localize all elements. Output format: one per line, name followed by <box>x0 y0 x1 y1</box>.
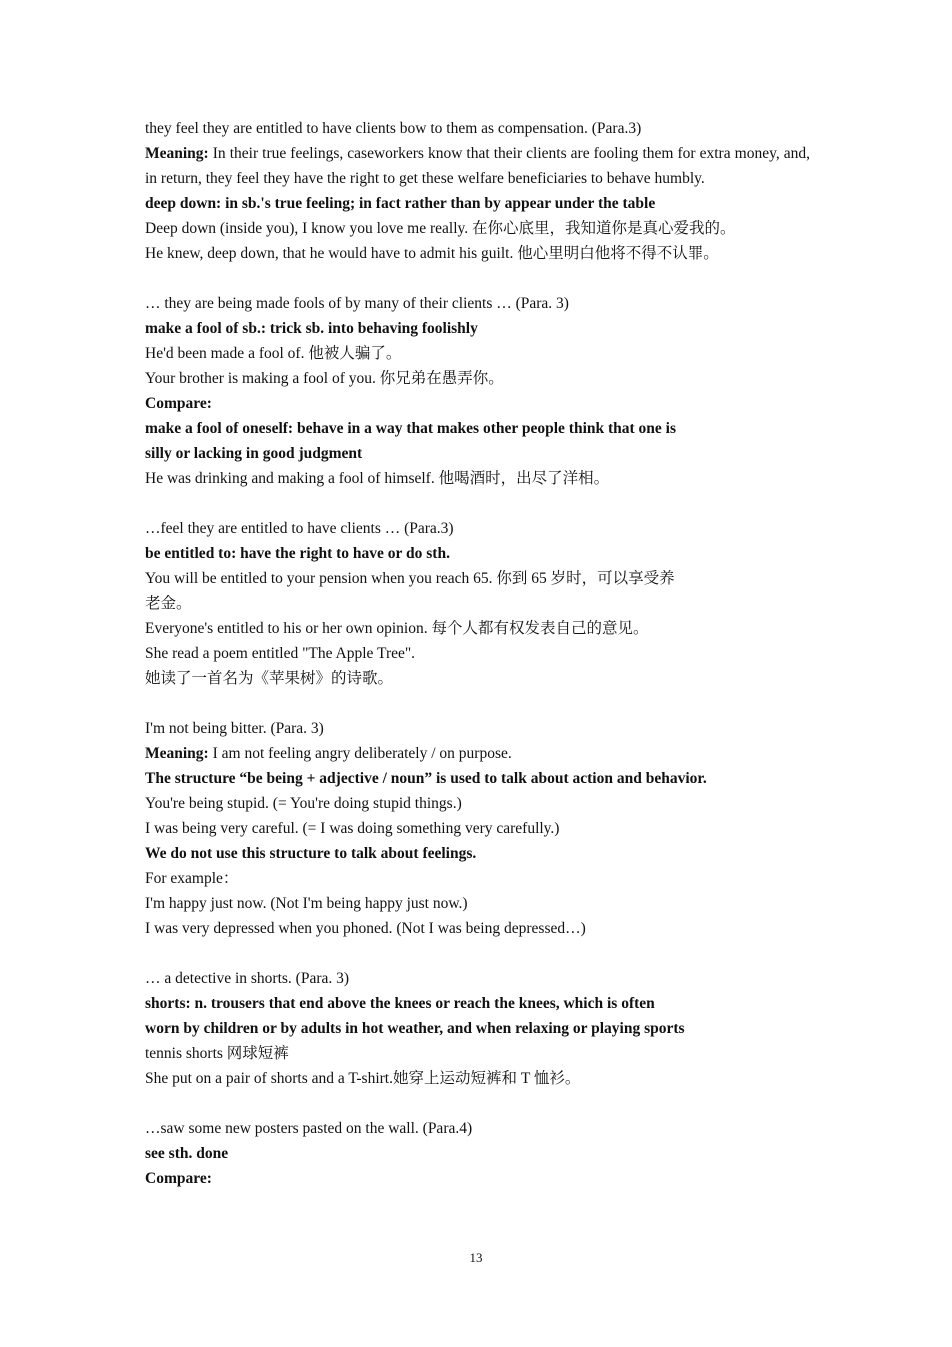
example-sentence: I was very depressed when you phoned. (Not I was being depressed…) <box>145 920 586 937</box>
example-label: For example： <box>145 870 239 887</box>
phrase-definition: make a fool of sb.: trick sb. into behaving foolishly <box>145 320 478 337</box>
example-sentence: Your brother is making a fool of you. 你兄弟在愚弄你。 <box>145 370 504 387</box>
compare-label: Compare: <box>145 395 212 412</box>
meaning-paragraph <box>145 741 810 766</box>
quote-line: … they are being made fools of by many of their clients … (Para. 3) <box>145 295 569 312</box>
phrase-definition: worn by children or by adults in hot weather, and when relaxing or playing sports <box>145 1020 685 1037</box>
meaning-text: In their true feelings, caseworkers know that their clients are fooling them for extra money, and, in return, they feel they have the right to get these welfare beneficiaries to behave humbly. <box>145 145 810 187</box>
example-sentence: 她读了一首名为《苹果树》的诗歌。 <box>145 670 394 687</box>
quote-line: they feel they are entitled to have clients bow to them as compensation. (Para.3) <box>145 120 642 137</box>
example-sentence: You will be entitled to your pension when you reach 65. 你到 65 岁时，可以享受养 <box>145 570 675 587</box>
example-sentence: He'd been made a fool of. 他被人骗了。 <box>145 345 402 362</box>
example-sentence: I was being very careful. (= I was doing something very carefully.) <box>145 820 560 837</box>
example-sentence: 老金。 <box>145 595 192 612</box>
section-gap <box>145 1091 810 1116</box>
quote-line: …feel they are entitled to have clients … (Para.3) <box>145 520 454 537</box>
quote-line: I'm not being bitter. (Para. 3) <box>145 720 324 737</box>
example-sentence: Everyone's entitled to his or her own opinion. 每个人都有权发表自己的意见。 <box>145 620 649 637</box>
phrase-definition: make a fool of oneself: behave in a way that makes other people think that one is <box>145 420 677 437</box>
example-sentence: He was drinking and making a fool of himself. 他喝酒时，出尽了洋相。 <box>145 470 610 487</box>
page-number: 13 <box>469 1250 483 1265</box>
phrase-definition: be entitled to: have the right to have or do sth. <box>145 545 450 562</box>
example-sentence: Deep down (inside you), I know you love me really. 在你心底里，我知道你是真心爱我的。 <box>145 220 736 237</box>
quote-line: … a detective in shorts. (Para. 3) <box>145 970 350 987</box>
compare-label: Compare: <box>145 1170 212 1187</box>
meaning-paragraph <box>145 141 810 191</box>
example-sentence: tennis shorts 网球短裤 <box>145 1045 289 1062</box>
example-sentence: She read a poem entitled "The Apple Tree". <box>145 645 416 662</box>
example-sentence: You're being stupid. (= You're doing stupid things.) <box>145 795 462 812</box>
section-gap <box>145 491 810 516</box>
section-gap <box>145 266 810 291</box>
example-sentence: She put on a pair of shorts and a T-shirt.她穿上运动短裤和 T 恤衫。 <box>145 1070 581 1087</box>
example-sentence: He knew, deep down, that he would have to admit his guilt. 他心里明白他将不得不认罪。 <box>145 245 719 262</box>
grammar-rule: We do not use this structure to talk about feelings. <box>145 845 477 862</box>
phrase-definition: silly or lacking in good judgment <box>145 445 363 462</box>
meaning-label: Meaning: <box>145 145 209 162</box>
phrase-definition: see sth. done <box>145 1145 229 1162</box>
section-gap <box>145 941 810 966</box>
quote-line: …saw some new posters pasted on the wall. (Para.4) <box>145 1120 473 1137</box>
phrase-definition: deep down: in sb.'s true feeling; in fact rather than by appear under the table <box>145 195 656 212</box>
meaning-label: Meaning: <box>145 745 209 762</box>
phrase-definition: shorts: n. trousers that end above the knees or reach the knees, which is often <box>145 995 655 1012</box>
grammar-rule: The structure “be being + adjective / noun” is used to talk about action and behavior. <box>145 770 707 787</box>
example-sentence: I'm happy just now. (Not I'm being happy just now.) <box>145 895 468 912</box>
document-page <box>145 116 810 1191</box>
meaning-text: I am not feeling angry deliberately / on purpose. <box>208 745 512 762</box>
section-gap <box>145 691 810 716</box>
